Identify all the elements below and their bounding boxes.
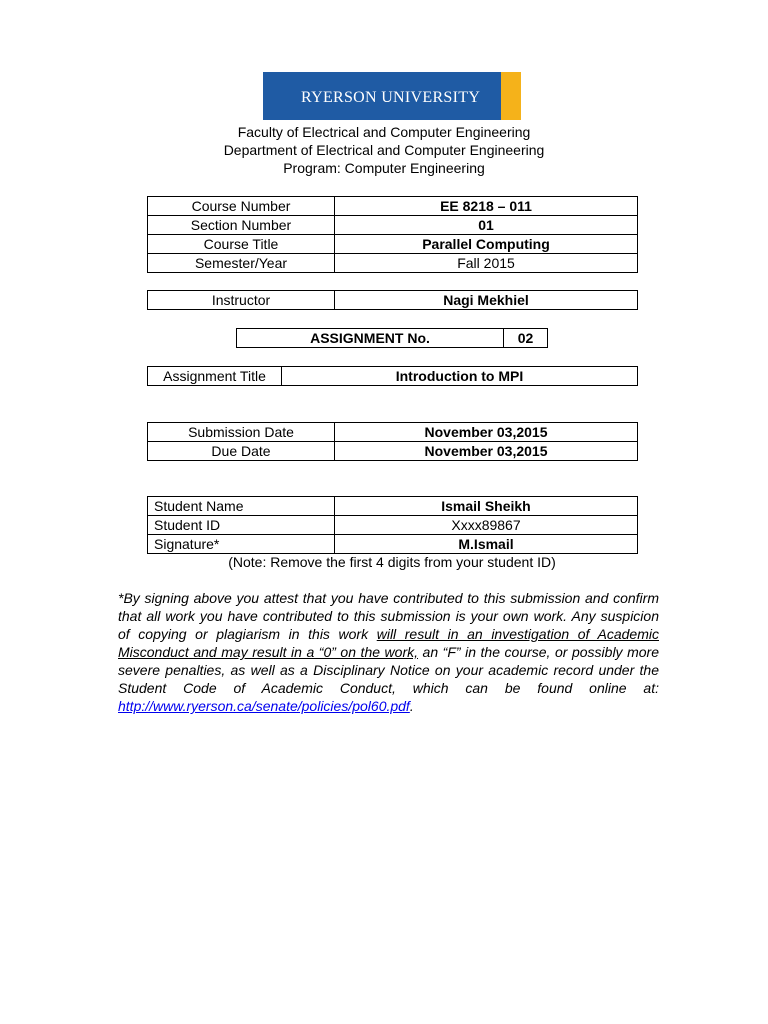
signature-label: Signature* bbox=[154, 536, 220, 552]
attestation-statement bbox=[118, 589, 659, 715]
student-name-row bbox=[148, 497, 637, 516]
submission-date-row bbox=[148, 423, 637, 442]
logo-gold-stripe bbox=[501, 72, 521, 120]
instructor-table bbox=[147, 290, 638, 310]
student-id-value: Xxxx89867 bbox=[451, 517, 521, 533]
course-title-value: Parallel Computing bbox=[422, 236, 550, 252]
program-line: Program: Computer Engineering bbox=[283, 160, 485, 176]
logo-wordmark: RYERSON UNIVERSITY bbox=[301, 89, 481, 106]
assignment-number-value: 02 bbox=[517, 330, 534, 346]
course-table bbox=[147, 196, 638, 273]
section-number-label: Section Number bbox=[190, 217, 292, 233]
assignment-title-table bbox=[147, 366, 638, 386]
statement-text-2: an “F” in the course, or possibly more severe penalties, as well as a Disciplinary Notice on your academic record under the Student Code of Academic Conduct, which can be found online at: bbox=[118, 644, 659, 696]
student-name-label: Student Name bbox=[154, 498, 244, 514]
course-title-label: Course Title bbox=[203, 236, 279, 252]
dates-table bbox=[147, 422, 638, 461]
assignment-title-label: Assignment Title bbox=[163, 368, 266, 384]
submission-date-label: Submission Date bbox=[188, 424, 294, 440]
statement-underlined: will result in an investigation of Academic Misconduct and may result in a “0” on the work, bbox=[118, 626, 659, 660]
student-id-label: Student ID bbox=[154, 517, 221, 533]
policy-link[interactable]: http://www.ryerson.ca/senate/policies/pol60.pdf bbox=[118, 698, 410, 714]
faculty-line: Faculty of Electrical and Computer Engineering bbox=[237, 124, 531, 140]
assignment-title-value: Introduction to MPI bbox=[395, 368, 524, 384]
statement-end: . bbox=[409, 698, 414, 714]
student-id-note: (Note: Remove the first 4 digits from your student ID) bbox=[228, 554, 556, 570]
course-number-value: EE 8218 – 011 bbox=[440, 198, 532, 214]
signature-value: M.Ismail bbox=[458, 536, 514, 552]
student-id-row bbox=[148, 515, 637, 534]
student-name-value: Ismail Sheikh bbox=[441, 498, 531, 514]
section-number-row bbox=[148, 215, 637, 234]
assignment-number-label: ASSIGNMENT No. bbox=[310, 330, 430, 346]
university-logo bbox=[263, 72, 521, 120]
assignment-number-table bbox=[236, 328, 548, 348]
due-date-value: November 03,2015 bbox=[424, 443, 548, 459]
student-table bbox=[147, 496, 638, 554]
course-number-label: Course Number bbox=[191, 198, 291, 214]
instructor-value: Nagi Mekhiel bbox=[443, 292, 529, 308]
department-line: Department of Electrical and Computer Engineering bbox=[223, 142, 545, 158]
course-number-row bbox=[148, 197, 637, 216]
instructor-row bbox=[148, 291, 637, 310]
signature-row bbox=[148, 534, 637, 553]
semester-value: Fall 2015 bbox=[457, 255, 515, 271]
course-title-row bbox=[148, 234, 637, 253]
section-number-value: 01 bbox=[478, 217, 494, 233]
statement-text-1: *By signing above you attest that you have contributed to this submission and confirm that all work you have contributed to this submission is your own work. Any suspicion of copying or plagiarism in this work bbox=[118, 590, 659, 642]
instructor-label: Instructor bbox=[211, 292, 271, 308]
due-date-row bbox=[148, 441, 637, 460]
due-date-label: Due Date bbox=[211, 443, 271, 459]
semester-row bbox=[148, 253, 637, 272]
semester-label: Semester/Year bbox=[194, 255, 288, 271]
submission-date-value: November 03,2015 bbox=[424, 424, 548, 440]
